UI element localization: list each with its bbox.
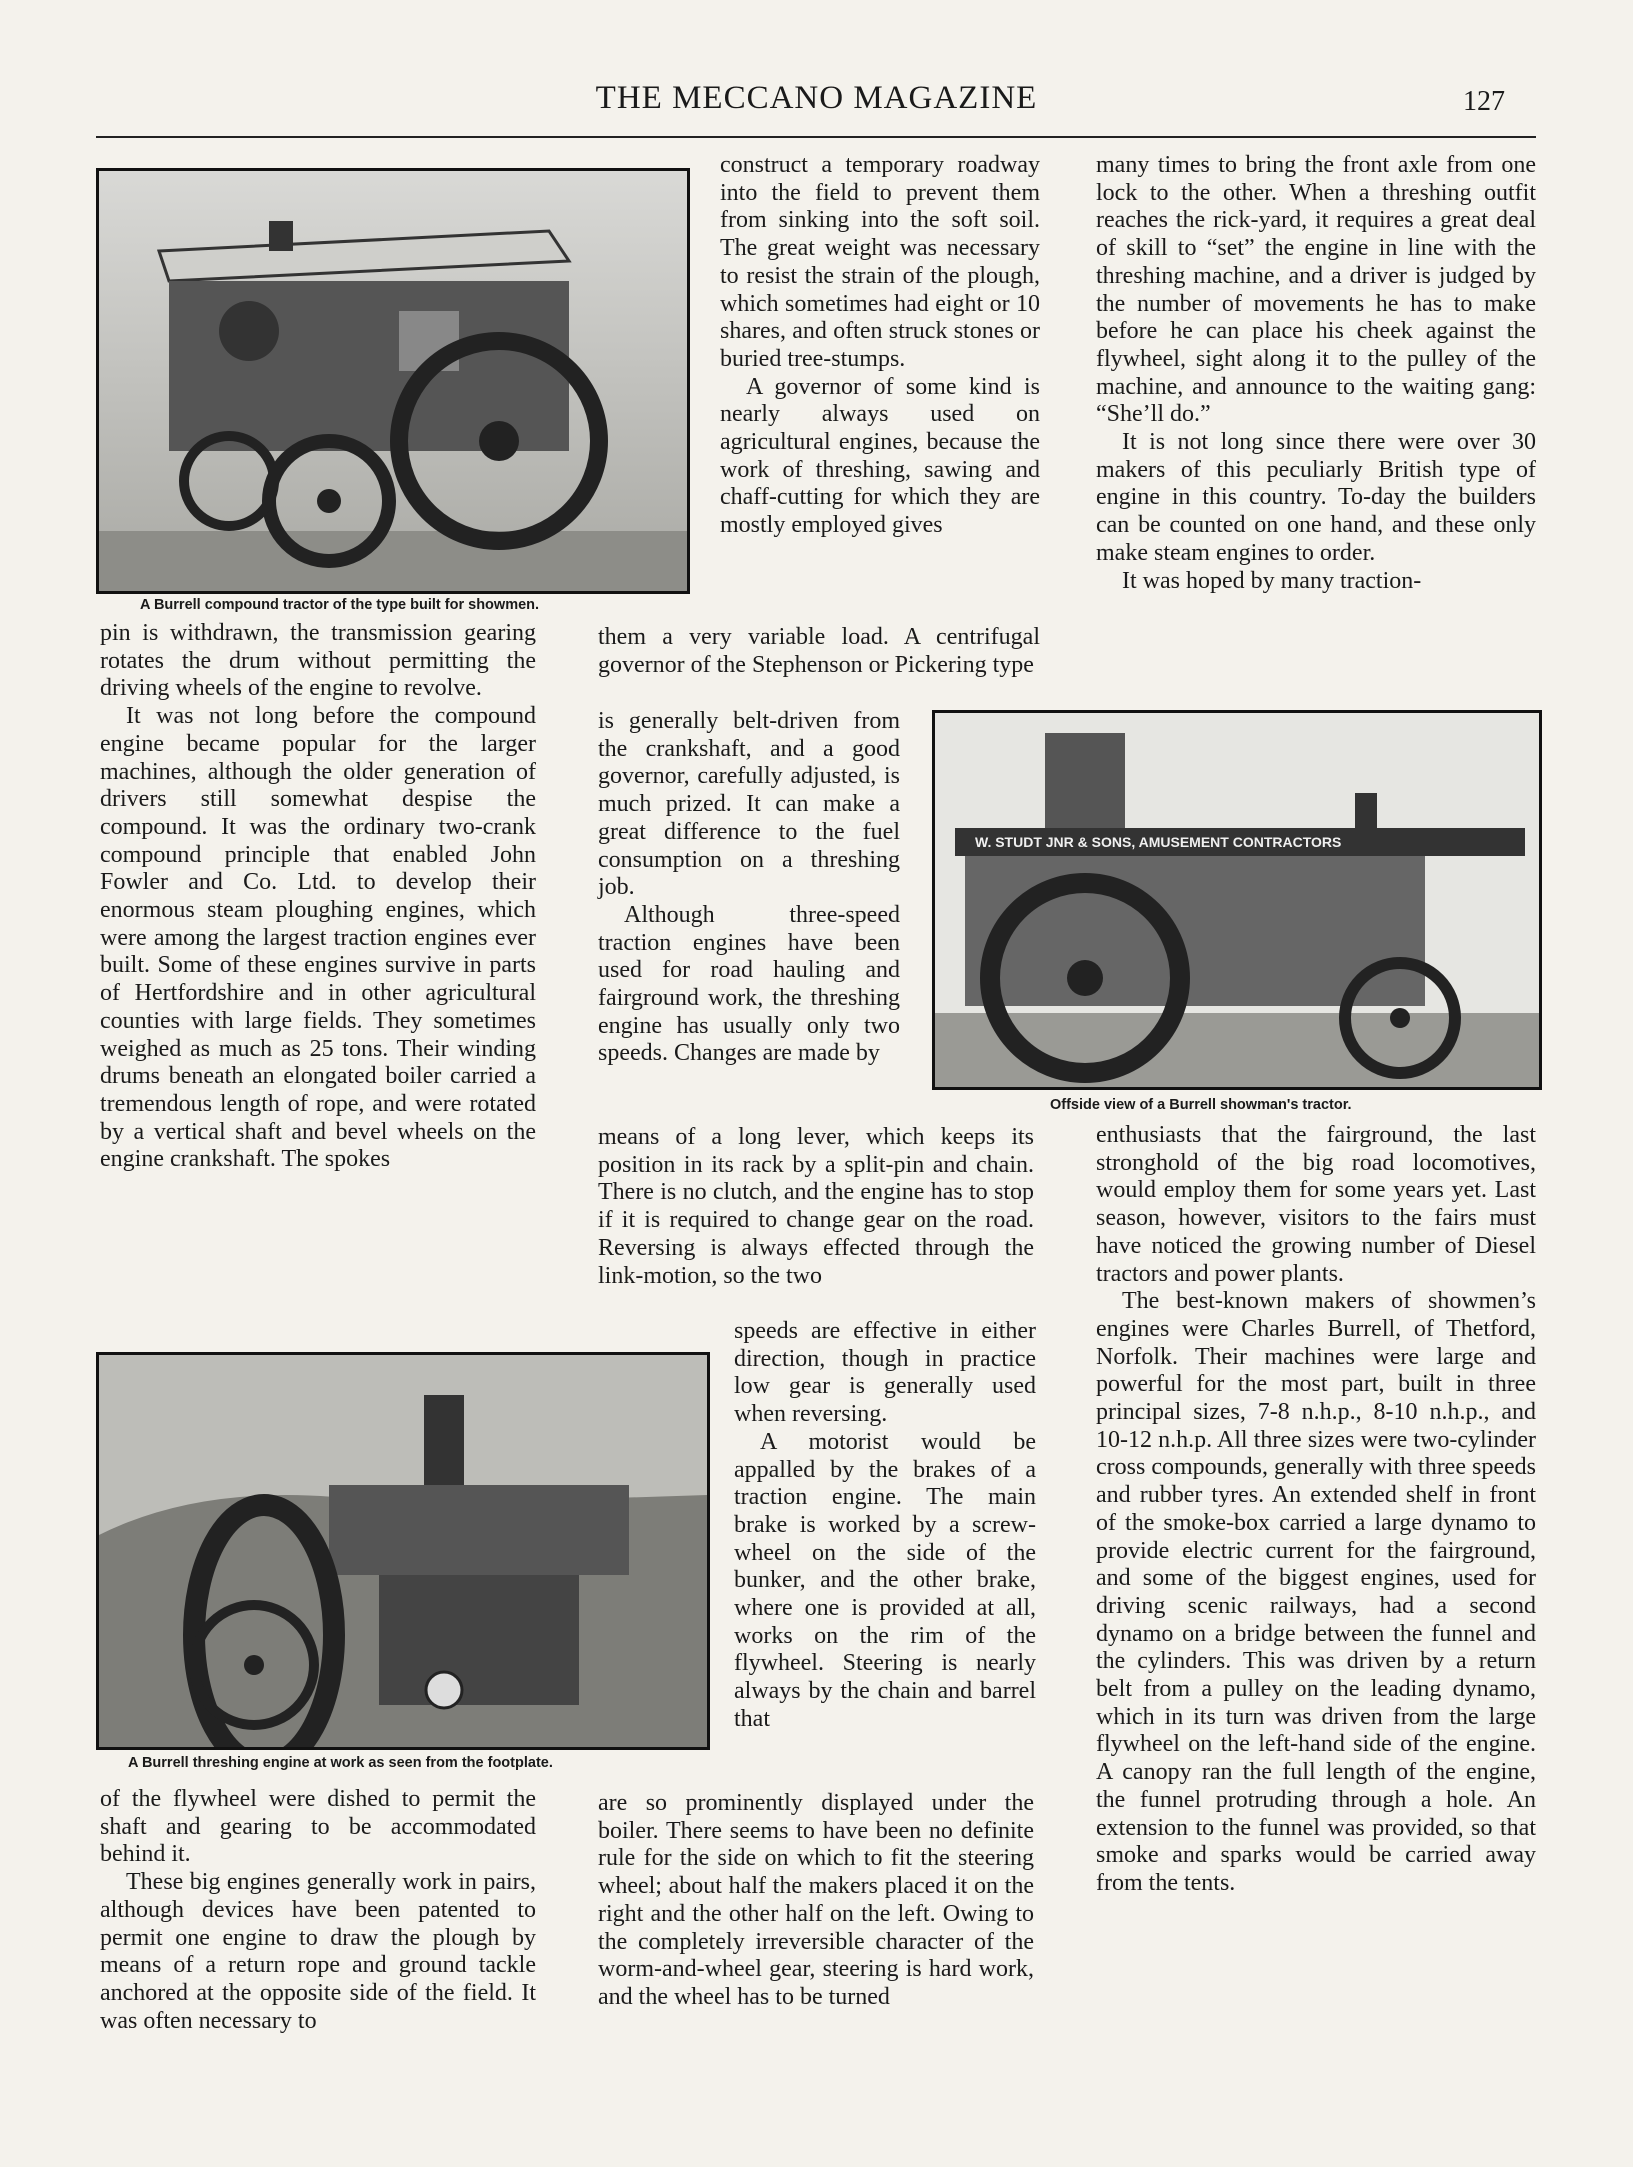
c2e-paragraph-1: speeds are effective in either direction, though in practice low gear is generally used when reversing. xyxy=(734,1318,1036,1428)
figure-threshing-engine-caption: A Burrell threshing engine at work as seen from the footplate. xyxy=(128,1755,553,1771)
c2a-paragraph-2: A governor of some kind is nearly always used on agricultural engines, because the work of threshing, sawing and chaff-cutting for which they are mostly employed gives xyxy=(720,373,1040,539)
c1b-paragraph-2: These big engines generally work in pairs, although devices have been patented to permit one engine to draw the plough by means of a return rope and ground tackle anchored at the opposite side of the field. It was often necessary to xyxy=(100,1869,536,2034)
column2-block-f xyxy=(598,1790,1034,2012)
figure-showman-tractor-caption: Offside view of a Burrell showman's tractor. xyxy=(1050,1097,1352,1113)
c2c-paragraph-2: Although three-speed traction engines have been used for road hauling and fairground work, the threshing engine has usually only two speeds. Changes are made by xyxy=(598,901,900,1067)
compound-tractor-illustration xyxy=(99,171,687,591)
figure-compound-tractor-caption: A Burrell compound tractor of the type built for showmen. xyxy=(140,597,540,613)
c1a-paragraph-1: pin is withdrawn, the transmission gearing rotates the drum without permitting the driving wheels of the engine to revolve. xyxy=(100,620,536,702)
c3a-paragraph-1: many times to bring the front axle from one lock to the other. When a threshing outfit reaches the rick-yard, it requires a great deal of skill to “set” the engine in line with the threshing machine, and a driver is judged by the number of movements he has to make before he can place his cheek against the flywheel, sight along it to the pulley of the machine, and announce to the waiting gang: “She’ll do.” xyxy=(1096,152,1536,428)
c2a-paragraph-1: construct a temporary roadway into the field to prevent them from sinking into the soft soil. The great weight was necessary to resist the strain of the plough, which sometimes had eight or 10 shares, and often struck stones or buried tree-stumps. xyxy=(720,152,1040,372)
column1-block-b xyxy=(100,1786,536,2035)
c1b-paragraph-1: of the flywheel were dished to permit the shaft and gearing to be accommodated behind it. xyxy=(100,1786,536,1868)
column2-block-d xyxy=(598,1124,1034,1290)
c2f-paragraph-1: are so prominently displayed under the boiler. There seems to have been no definite rule for the side on which to fit the steering wheel; about half the makers placed it on the right and the other half on the left. Owing to the completely irreversible character of the worm-and-wheel gear, steering is hard work, and the wheel has to be turned xyxy=(598,1790,1034,2010)
column2-block-e xyxy=(734,1318,1036,1734)
c2d-paragraph-1: means of a long lever, which keeps its position in its rack by a split-pin and chain. There is no clutch, and the engine has to stop if it is required to change gear on the road. Reversing is always effected through the link-motion, so the two xyxy=(598,1124,1034,1289)
threshing-engine-illustration xyxy=(99,1355,707,1747)
header-rule xyxy=(96,136,1536,138)
c3b-paragraph-2: The best-known makers of showmen’s engines were Charles Burrell, of Thetford, Norfolk. Their machines were large and powerful for the most part, built in three principal sizes, 7-8 n.h.p., 8-10 n.h.p., and 10-12 n.h.p. All three sizes were two-cylinder cross compounds, generally with three speeds and rubber tyres. An extended shelf in front of the smoke-box carried a large dynamo to provide electric current for the fairground, and some of the biggest engines, used for driving scenic railways, had a second dynamo on a bridge between the funnel and the cylinders. This was driven by a return belt from a pulley on the leading dynamo, which in its turn was driven from the large flywheel on the left-hand side of the engine. A canopy ran the full length of the engine, the funnel protruding through a hole. An extension to the funnel was provided, so that smoke and sparks would be carried away from the tents. xyxy=(1096,1288,1536,1896)
figure-showman-tractor-photo xyxy=(932,710,1542,1090)
showman-tractor-illustration xyxy=(935,713,1539,1087)
c2b-paragraph-1: them a very variable load. A centrifugal governor of the Stephenson or Pickering type xyxy=(598,624,1040,678)
c3b-paragraph-1: enthusiasts that the fairground, the last stronghold of the big road locomotives, would employ them for some years yet. Last season, however, visitors to the fairs must have noticed the growing number of Diesel tractors and power plants. xyxy=(1096,1122,1536,1287)
c2c-paragraph-1: is generally belt-driven from the crankshaft, and a good governor, carefully adjusted, is much prized. It can make a great difference to the fuel consumption on a threshing job. xyxy=(598,708,900,901)
column3-block-a xyxy=(1096,152,1536,595)
page-number: 127 xyxy=(1463,86,1505,117)
column2-block-b xyxy=(598,624,1040,679)
page-header-title: THE MECCANO MAGAZINE xyxy=(595,80,1038,116)
c1a-paragraph-2: It was not long before the compound engine became popular for the larger machines, although the older generation of drivers still somewhat despise the compound. It was the ordinary two-crank compound principle that enabled John Fowler and Co. Ltd. to develop their enormous steam ploughing engines, which were among the largest traction engines ever built. Some of these engines survive in parts of Hertfordshire and in other agricultural counties with large fields. They sometimes weighed as much as 25 tons. Their winding drums beneath an elongated boiler carried a tremendous length of rope, and were rotated by a vertical shaft and bevel wheels on the engine crankshaft. The spokes xyxy=(100,703,536,1173)
figure-threshing-engine-photo xyxy=(96,1352,710,1750)
c2e-paragraph-2: A motorist would be appalled by the brakes of a traction engine. The main brake is worked by a screw-wheel on the side of the bunker, and the other brake, where one is provided at all, works on the rim of the flywheel. Steering is nearly always by the chain and barrel that xyxy=(734,1428,1036,1732)
column2-block-a xyxy=(720,152,1040,540)
figure-compound-tractor-photo xyxy=(96,168,690,594)
c3a-paragraph-2: It is not long since there were over 30 makers of this peculiarly British type of engine in this country. To-day the builders can be counted on one hand, and these only make steam engines to order. xyxy=(1096,429,1536,566)
column1-block-a xyxy=(100,620,536,1174)
fig2-sign-text: W. STUDT JNR & SONS, AMUSEMENT CONTRACTORS xyxy=(975,834,1342,850)
column2-block-c xyxy=(598,708,900,1068)
c3a-paragraph-3: It was hoped by many traction- xyxy=(1122,567,1422,594)
column3-block-b xyxy=(1096,1122,1536,1898)
